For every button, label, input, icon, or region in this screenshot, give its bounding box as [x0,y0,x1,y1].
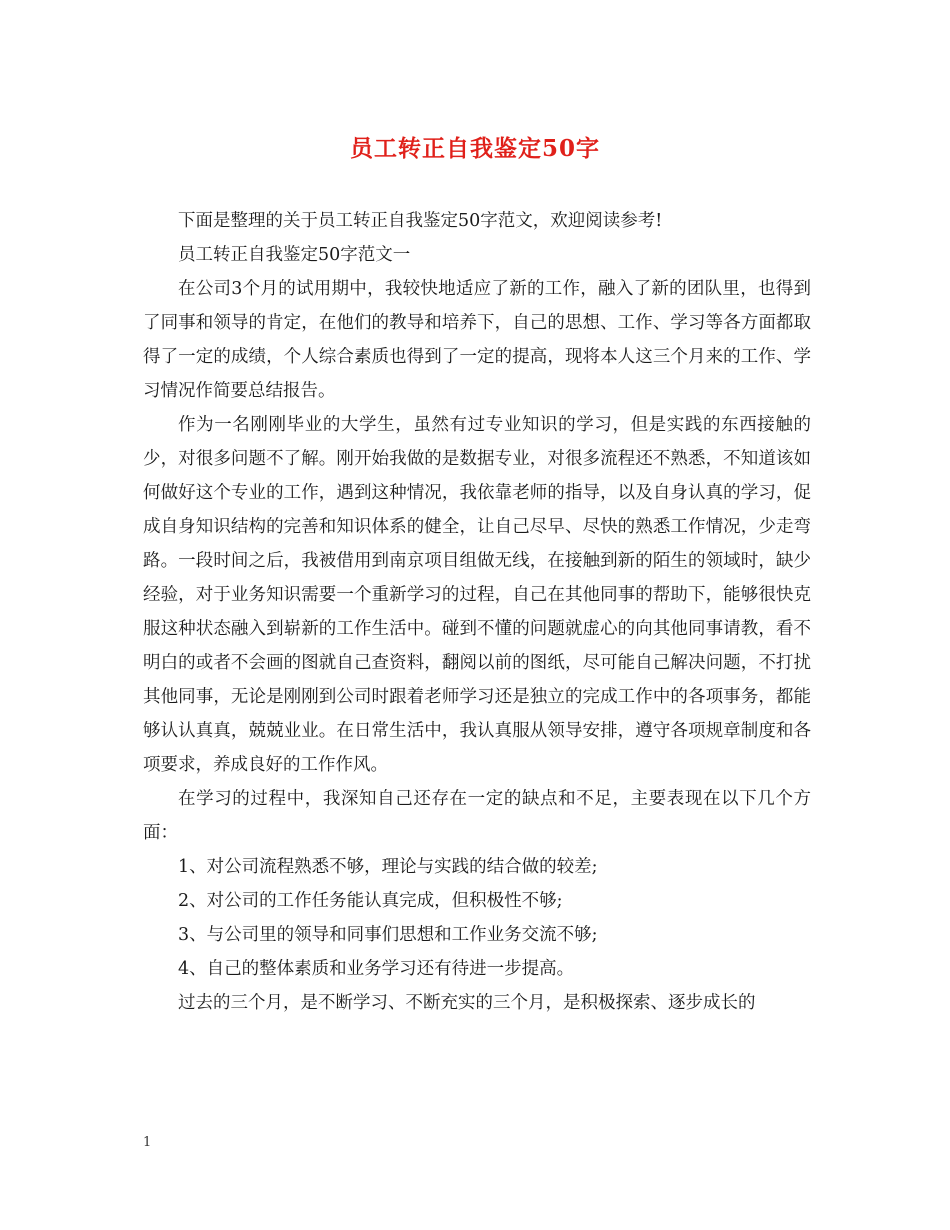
intro-paragraph: 下面是整理的关于员工转正自我鉴定50字范文，欢迎阅读参考! [178,211,663,231]
list-item: 4、自己的整体素质和业务学习还有待进一步提高。 [178,959,575,979]
body-paragraph: 在学习的过程中，我深知自己还存在一定的缺点和不足，主要表现在以下几个方面： [143,789,811,843]
list-item: 2、对公司的工作任务能认真完成，但积极性不够; [178,891,563,911]
body-paragraph: 作为一名刚刚毕业的大学生，虽然有过专业知识的学习，但是实践的东西接触的少，对很多问题不了解。刚开始我做的是数据专业，对很多流程还不熟悉，不知道该如何做好这个专业的工作，遇到这种情况，我依靠老师的指导，以及自身认真的学习，促成自身知识结构的完善和知识体系的健全，让自己尽早、尽快的熟悉工作情况，少走弯路。一段时间之后，我被借用到南京项目组做无线，在接触到新的陌生的领域时，缺少经验，对于业务知识需要一个重新学习的过程，自己在其他同事的帮助下，能够很快克服这种状态融入到崭新的工作生活中。碰到不懂的问题就虚心的向其他同事请教，看不明白的或者不会画的图就自己查资料，翻阅以前的图纸，尽可能自己解决问题，不打扰其他同事，无论是刚刚到公司时跟着老师学习还是独立的完成工作中的各项事务，都能够认认真真，兢兢业业。在日常生活中，我认真服从领导安排，遵守各项规章制度和各项要求，养成良好的工作作风。 [143,415,811,775]
document-title: 员工转正自我鉴定50字 [349,135,600,162]
body-paragraph: 过去的三个月，是不断学习、不断充实的三个月，是积极探索、逐步成长的 [178,993,756,1013]
document-body [143,204,811,1020]
body-paragraph: 在公司3个月的试用期中，我较快地适应了新的工作，融入了新的团队里，也得到了同事和领导的肯定，在他们的教导和培养下，自己的思想、工作、学习等各方面都取得了一定的成绩，个人综合素质也得到了一定的提高，现将本人这三个月来的工作、学习情况作简要总结报告。 [143,279,811,401]
section-heading: 员工转正自我鉴定50字范文一 [178,245,411,265]
page-number: 1 [143,1135,152,1150]
list-item: 3、与公司里的领导和同事们思想和工作业务交流不够; [178,925,598,945]
list-item: 1、对公司流程熟悉不够，理论与实践的结合做的较差; [178,857,598,877]
